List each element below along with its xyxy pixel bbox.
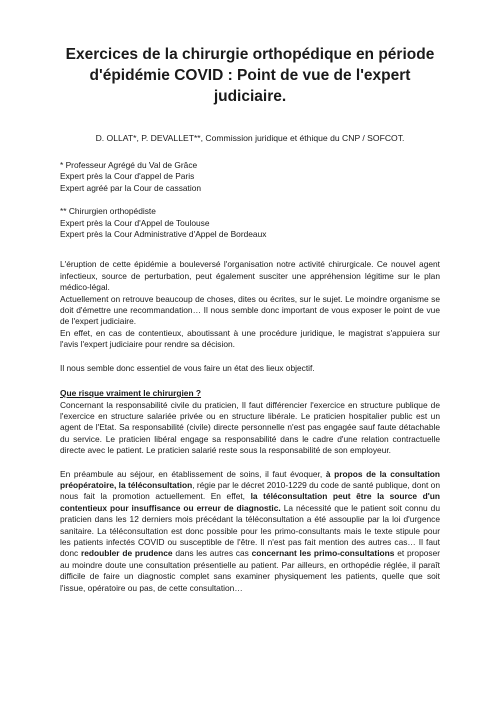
bold-run: la téléconsultation peut être la source d'un contentieux pour insuffisance ou erreur de diagnostic. bbox=[60, 491, 440, 513]
affiliation-line: Expert près la Cour d'Appel de Toulouse bbox=[60, 217, 210, 228]
affiliation-line: Expert agréé par la Cour de cassation bbox=[60, 182, 202, 193]
section-paragraph-2 bbox=[60, 469, 440, 594]
affiliation-line: Expert près la Cour d'appel de Paris bbox=[60, 171, 195, 182]
intro-paragraph-1: L'éruption de cette épidémie a bouleversé l'organisation notre activité chirurgicale. Ce nouvel agent infectieux, source de perturbation, peut également susciter une appréhension légitime sur le plan médico-légal. bbox=[60, 259, 440, 293]
affiliation-block-2 bbox=[60, 206, 440, 240]
section-heading: Que risque vraiment le chirurgien ? bbox=[60, 388, 202, 399]
text-run: La nécessité que le patient soit connu du praticien dans les 12 derniers mois précédant la téléconsultation a été assouplie par la loi d'urgence sanitaire. La téléconsultation est donc possible pour les primo-consultants mais le texte stipule pour les patients infectés COVID ou susceptible de l'être. Il n'est pas fait mention des autres cas… Il faut donc bbox=[60, 502, 440, 559]
bold-run: concernant les primo-consultations bbox=[251, 548, 395, 559]
title-line-1: Exercices de la chirurgie orthopédique en période bbox=[65, 46, 435, 63]
title-line-2: d'épidémie COVID : Point de vue de l'expert judiciaire. bbox=[89, 67, 411, 105]
section-paragraph-1: Concernant la responsabilité civile du praticien, Il faut différencier l'exercice en structure publique de l'exercice en structure salariée privée ou en structure libérale. Le praticien hospitalier public est un agent de l'Etat. Sa responsabilité (civile) directe personnelle n'est pas engagée sauf faute détachable du service. Le praticien libéral engage sa responsabilité dans le cadre d'une relation contractuelle directe avec le patient. Le praticien salarié reste sous la responsabilité de son employeur. bbox=[60, 399, 440, 456]
intro-paragraph-4: Il nous semble donc essentiel de vous faire un état des lieux objectif. bbox=[60, 362, 315, 373]
affiliation-block-1 bbox=[60, 160, 440, 194]
bold-run: redoubler de prudence bbox=[80, 548, 173, 559]
text-run: En préambule au séjour, en établissement de soins, il faut évoquer, bbox=[60, 468, 326, 479]
document-title bbox=[60, 44, 440, 107]
bold-run: à propos de la consultation préopératoire, la téléconsultation bbox=[60, 468, 441, 490]
affiliation-line: Expert près la Cour Administrative d'Appel de Bordeaux bbox=[60, 229, 267, 240]
authors-line: D. OLLAT*, P. DEVALLET**, Commission juridique et éthique du CNP / SOFCOT. bbox=[95, 133, 405, 143]
text-run: dans les autres cas bbox=[172, 548, 252, 559]
intro-paragraph-2: Actuellement on retrouve beaucoup de choses, dites ou écrites, sur le sujet. Le moindre organisme se doit d'émettre une recommandation… Il nous semble donc important de vous exposer le point de vue de l'expert judiciaire. bbox=[60, 293, 440, 327]
affiliation-line: * Professeur Agrégé du Val de Grâce bbox=[60, 160, 198, 170]
text-run: et proposer au moindre doute une consultation présentielle au patient. Par ailleurs, en orthopédie réglée, il paraît difficile de faire un diagnostic complet sans examiner physiquement les patients, quelle que soit l'issue, opératoire ou pas, de cette consultation… bbox=[60, 548, 441, 593]
intro-paragraph-3: En effet, en cas de contentieux, aboutissant à une procédure juridique, le magistrat s'appuiera sur l'avis l'expert judiciaire pour rendre sa décision. bbox=[60, 327, 440, 350]
affiliation-line: ** Chirurgien orthopédiste bbox=[60, 206, 156, 217]
text-run: , régie par le décret 2010-1229 du code de santé publique, dont on nous fait la promotion actuellement. En effet, bbox=[60, 479, 440, 502]
